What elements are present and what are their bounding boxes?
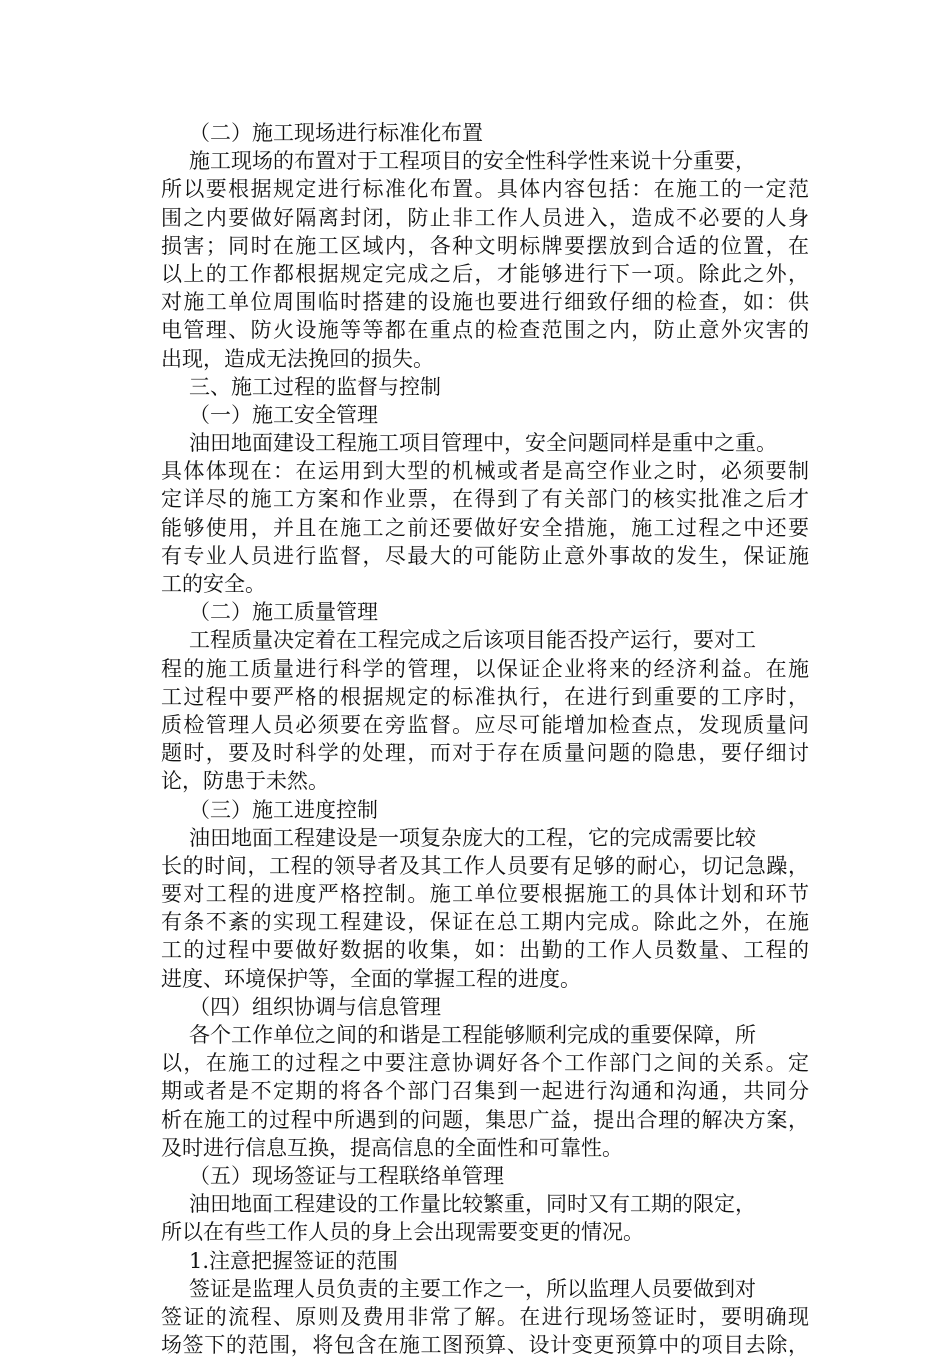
text-line: （三）施工进度控制 — [189, 797, 378, 822]
text-line: 签证的流程、原则及费用非常了解。在进行现场签证时，要明确现 — [161, 1304, 809, 1329]
text-line: 定详尽的施工方案和作业票，在得到了有关部门的核实批准之后才 — [161, 487, 809, 512]
text-line: 要对工程的进度严格控制。施工单位要根据施工的具体计划和环节 — [161, 882, 809, 907]
text-line: 以上的工作都根据规定完成之后，才能够进行下一项。除此之外， — [161, 261, 809, 286]
text-line: 程的施工质量进行科学的管理，以保证企业将来的经济利益。在施 — [161, 656, 809, 681]
text-line: 质检管理人员必须要在旁监督。应尽可能增加检查点，发现质量问 — [161, 712, 809, 737]
document-body — [161, 119, 809, 1359]
text-line: 题时，要及时科学的处理，而对于存在质量问题的隐患，要仔细讨 — [161, 741, 809, 766]
text-line: 对施工单位周围临时搭建的设施也要进行细致仔细的检查，如：供 — [161, 290, 809, 315]
text-line: 析在施工的过程中所遇到的问题，集思广益，提出合理的解决方案， — [161, 1107, 809, 1132]
text-line: 油田地面建设工程施工项目管理中，安全问题同样是重中之重。 — [189, 431, 777, 456]
text-line: 场签下的范围，将包含在施工图预算、设计变更预算中的项目去除， — [161, 1333, 809, 1358]
text-line: 工程质量决定着在工程完成之后该项目能否投产运行，要对工 — [189, 628, 756, 653]
text-line: 各个工作单位之间的和谐是工程能够顺利完成的重要保障，所 — [189, 1023, 756, 1047]
text-line: 工过程中要严格的根据规定的标准执行，在进行到重要的工序时， — [161, 684, 809, 709]
text-line: 论，防患于未然。 — [161, 769, 329, 794]
text-line: 施工现场的布置对于工程项目的安全性科学性来说十分重要， — [189, 149, 756, 174]
text-line: 损害；同时在施工区域内，各种文明标牌要摆放到合适的位置，在 — [161, 233, 809, 258]
text-line: 具体体现在：在运用到大型的机械或者是高空作业之时，必须要制 — [161, 459, 809, 484]
text-line: 围之内要做好隔离封闭，防止非工作人员进入，造成不必要的人身 — [161, 205, 809, 230]
text-line: 签证是监理人员负责的主要工作之一，所以监理人员要做到对 — [189, 1276, 756, 1301]
text-line: 工的安全。 — [161, 572, 266, 596]
text-line: 进度、环境保护等，全面的掌握工程的进度。 — [161, 966, 581, 991]
text-line: 1.注意把握签证的范围 — [189, 1248, 399, 1273]
text-line: 三、施工过程的监督与控制 — [189, 374, 441, 399]
text-line: （二）施工现场进行标准化布置 — [189, 121, 483, 145]
text-line: 能够使用，并且在施工之前还要做好安全措施，施工过程之中还要 — [161, 515, 809, 540]
text-line: （一）施工安全管理 — [189, 402, 378, 427]
text-line: 油田地面工程建设的工作量比较繁重，同时又有工期的限定， — [189, 1192, 756, 1217]
text-line: 期或者是不定期的将各个部门召集到一起进行沟通和沟通，共同分 — [161, 1079, 809, 1104]
text-line: 以，在施工的过程之中要注意协调好各个工作部门之间的关系。定 — [161, 1051, 809, 1076]
text-line: （二）施工质量管理 — [189, 600, 378, 625]
text-line: 所以要根据规定进行标准化布置。具体内容包括：在施工的一定范 — [161, 177, 809, 202]
text-line: 电管理、防火设施等等都在重点的检查范围之内，防止意外灾害的 — [161, 318, 809, 343]
text-line: 长的时间，工程的领导者及其工作人员要有足够的耐心，切记急躁， — [161, 853, 809, 878]
text-line: 所以在有些工作人员的身上会出现需要变更的情况。 — [161, 1220, 644, 1245]
text-line: 工的过程中要做好数据的收集，如：出勤的工作人员数量、工程的 — [161, 938, 809, 963]
text-line: 及时进行信息互换，提高信息的全面性和可靠性。 — [161, 1135, 623, 1160]
text-line: 有专业人员进行监督，尽最大的可能防止意外事故的发生，保证施 — [161, 543, 809, 568]
text-line: 有条不紊的实现工程建设，保证在总工期内完成。除此之外，在施 — [161, 910, 809, 935]
text-line: （四）组织协调与信息管理 — [189, 994, 441, 1019]
text-line: 出现，造成无法挽回的损失。 — [161, 346, 434, 371]
text-line: （五）现场签证与工程联络单管理 — [189, 1163, 504, 1188]
text-line: 油田地面工程建设是一项复杂庞大的工程，它的完成需要比较 — [189, 825, 756, 850]
